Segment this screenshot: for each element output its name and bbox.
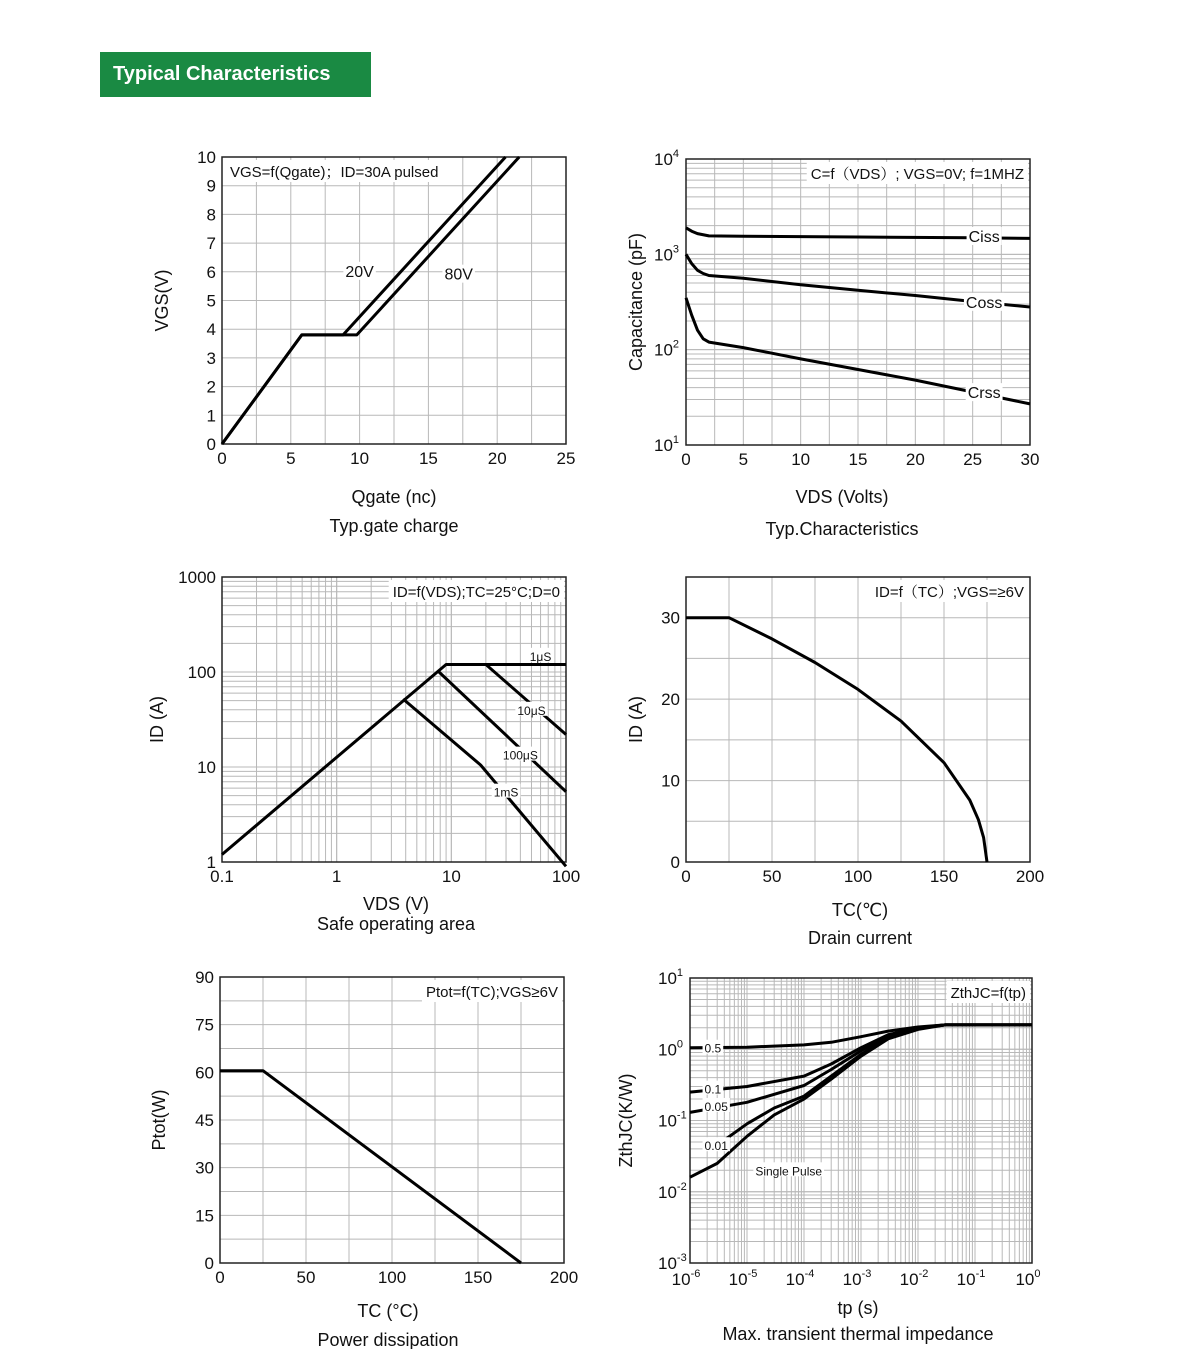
y-tick-label: 0 [670, 853, 680, 872]
y-tick-label: 10 [661, 771, 680, 791]
series-label: Ciss [968, 228, 1000, 246]
safe-operating-area-y-axis-label: ID (A) [147, 696, 167, 743]
x-tick-label: 25 [963, 450, 983, 469]
x-tick-label: 0 [681, 867, 691, 886]
y-tick-label: 5 [206, 291, 216, 311]
thermal-impedance-grid [690, 978, 1032, 1263]
series-label: 1mS [493, 785, 519, 800]
y-tick-label: $10^1$ [654, 434, 680, 455]
safe-operating-area-chart [147, 568, 580, 934]
x-tick-label: 0 [681, 450, 691, 469]
safe-operating-area-grid [222, 577, 566, 862]
x-tick-label: 150 [463, 1268, 493, 1287]
y-tick-label: 9 [206, 176, 216, 196]
power-dissipation-annotation: Ptot=f(TC);VGS≥6V [425, 984, 558, 1001]
x-tick-label: 50 [762, 867, 782, 886]
x-tick-label: 200 [1015, 867, 1045, 886]
safe-operating-area-caption: Safe operating area [316, 914, 476, 934]
safe-operating-area-frame [222, 577, 566, 862]
x-tick-label: 10 [441, 867, 461, 886]
series-label: 80V [444, 266, 473, 284]
x-tick-label: $10^{-1}$ [956, 1268, 986, 1289]
y-tick-label: 10 [197, 148, 216, 167]
y-tick-label: 20 [661, 690, 680, 710]
x-tick-label: 1 [331, 867, 342, 886]
x-tick-label: 0 [217, 449, 227, 468]
y-tick-label: $10^{-3}$ [658, 1252, 687, 1273]
y-tick-label: $10^4$ [654, 148, 680, 169]
power-dissipation-y-axis-label: Ptot(W) [149, 1089, 169, 1151]
section-title: Typical Characteristics [100, 52, 371, 97]
x-tick-label: $10^{-6}$ [671, 1268, 701, 1289]
x-tick-label: 10 [791, 450, 811, 469]
drain-current-x-axis-label: TC(℃) [831, 900, 889, 920]
series-label: 0.01 [704, 1139, 728, 1154]
series-label: Single Pulse [755, 1164, 823, 1179]
x-tick-label: 25 [556, 449, 576, 468]
x-tick-label: 15 [418, 449, 438, 468]
thermal-impedance-x-axis-label: tp (s) [837, 1298, 879, 1318]
thermal-impedance-chart [616, 967, 1041, 1344]
drain-current-annotation: ID=f（TC）;VGS=≥6V [874, 584, 1024, 601]
power-dissipation-chart [149, 968, 578, 1349]
x-tick-label: 15 [848, 450, 868, 469]
y-tick-label: 6 [206, 262, 216, 282]
gate-charge-chart [152, 148, 575, 536]
series-label: Coss [965, 294, 1003, 312]
y-tick-label: 0 [204, 1254, 214, 1273]
capacitance-caption: Typ.Characteristics [765, 519, 919, 539]
capacitance-y-axis-label: Capacitance (pF) [626, 232, 646, 372]
x-tick-label: 5 [738, 450, 749, 469]
y-tick-label: 90 [195, 968, 214, 987]
series-label: Crss [967, 385, 1001, 403]
thermal-impedance-annotation: ZthJC=f(tp) [950, 985, 1026, 1002]
drain-current-y-axis-label: ID (A) [626, 696, 646, 743]
series-line-1ms [403, 699, 566, 866]
x-tick-label: $10^{-4}$ [785, 1268, 815, 1289]
x-tick-label: 5 [286, 449, 296, 468]
y-tick-label: 10 [197, 758, 216, 777]
power-dissipation-grid [220, 977, 564, 1263]
x-tick-label: 100 [377, 1268, 407, 1287]
thermal-impedance-y-axis-label: ZthJC(K/W) [616, 1073, 636, 1168]
y-tick-label: $10^3$ [654, 243, 680, 265]
gate-charge-x-axis-label: Qgate (nc) [351, 487, 437, 507]
x-tick-label: 30 [1020, 450, 1040, 469]
x-tick-label: 200 [549, 1268, 579, 1287]
x-tick-label: 10 [350, 449, 370, 468]
y-tick-label: 7 [206, 234, 216, 254]
drain-current-chart [626, 577, 1044, 948]
y-tick-label: 8 [206, 205, 216, 225]
y-tick-label: $10^{-2}$ [658, 1180, 687, 1202]
series-line-100-s [439, 672, 566, 792]
gate-charge-grid [222, 157, 566, 444]
capacitance-annotation: C=f（VDS）; VGS=0V; f=1MHZ [810, 166, 1024, 183]
series-label: 10μS [517, 703, 546, 718]
x-tick-label: 20 [487, 449, 507, 468]
y-tick-label: 3 [206, 348, 216, 368]
series-label: 20V [345, 263, 374, 281]
y-tick-label: 75 [195, 1015, 214, 1035]
y-tick-label: 1 [206, 406, 216, 426]
power-dissipation-x-axis-label: TC (°C) [357, 1301, 419, 1321]
power-dissipation-caption: Power dissipation [317, 1330, 459, 1349]
x-tick-label: 150 [929, 867, 959, 886]
y-tick-label: 15 [195, 1206, 214, 1226]
x-tick-label: 0 [215, 1268, 225, 1287]
drain-current-caption: Drain current [807, 928, 913, 948]
series-label: 0.5 [704, 1041, 722, 1056]
thermal-impedance-caption: Max. transient thermal impedance [722, 1324, 994, 1344]
x-tick-label: 100 [843, 867, 873, 886]
x-tick-label: $10^0$ [1015, 1268, 1041, 1289]
series-line-ptot [220, 1071, 521, 1263]
y-tick-label: 30 [661, 608, 680, 628]
y-tick-label: 2 [206, 377, 216, 397]
x-tick-label: 20 [905, 450, 925, 469]
x-tick-label: 100 [551, 867, 581, 886]
y-tick-label: 100 [187, 663, 216, 682]
y-tick-label: 4 [206, 320, 216, 340]
series-label: 100μS [502, 748, 538, 763]
x-tick-label: $10^{-5}$ [728, 1268, 758, 1289]
series-line-10-s [486, 665, 566, 735]
y-tick-label: $10^{-1}$ [658, 1109, 687, 1131]
y-tick-label: 30 [195, 1158, 214, 1178]
x-tick-label: 50 [296, 1268, 316, 1287]
gate-charge-caption: Typ.gate charge [329, 516, 459, 536]
series-label: 0.1 [704, 1082, 722, 1097]
y-tick-label: $10^1$ [658, 967, 684, 988]
y-tick-label: 0 [206, 435, 216, 454]
y-tick-label: 1000 [178, 568, 216, 587]
safe-operating-area-x-axis-label: VDS (V) [362, 894, 430, 914]
y-tick-label: $10^2$ [654, 338, 680, 360]
series-label: 0.05 [704, 1099, 728, 1114]
x-tick-label: $10^{-2}$ [899, 1268, 929, 1289]
y-tick-label: $10^0$ [658, 1038, 684, 1060]
capacitance-chart [626, 148, 1039, 539]
y-tick-label: 60 [195, 1063, 214, 1083]
x-tick-label: 0.1 [210, 867, 234, 886]
safe-operating-area-annotation: ID=f(VDS);TC=25°C;D=0 [392, 584, 560, 601]
y-tick-label: 45 [195, 1111, 214, 1130]
gate-charge-y-axis-label: VGS(V) [152, 269, 172, 332]
y-tick-label: 1 [206, 853, 216, 872]
capacitance-x-axis-label: VDS (Volts) [795, 487, 889, 507]
series-label: 1μS [529, 649, 552, 664]
gate-charge-annotation: VGS=f(Qgate)；ID=30A pulsed [230, 164, 439, 181]
x-tick-label: $10^{-3}$ [842, 1268, 872, 1289]
